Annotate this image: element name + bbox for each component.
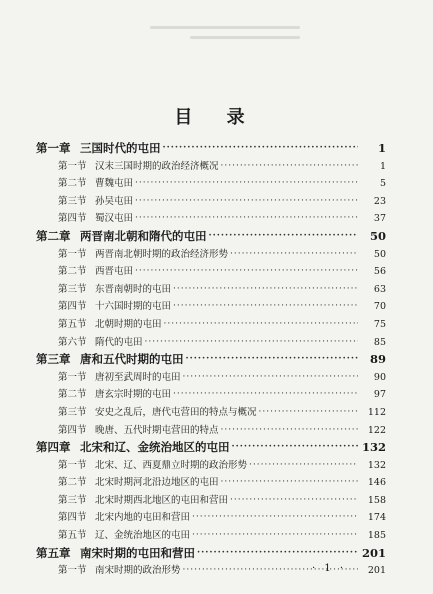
entry-title: 十六国时期的屯田 [95, 301, 172, 313]
entry-number: 第五章 [36, 545, 71, 560]
entry-title: 西晋屯田 [95, 266, 134, 278]
dot-leader [183, 369, 358, 387]
dot-leader [173, 298, 358, 316]
dot-leader [221, 474, 358, 492]
entry-title: 北宋、辽、西夏鼎立时期的政治形势 [95, 459, 248, 471]
entry-number: 第三章 [36, 352, 71, 367]
entry-title: 蜀汉屯田 [95, 213, 134, 225]
section-entry [36, 246, 386, 264]
entry-number: 第二章 [36, 228, 71, 243]
entry-title: 北宋内地的屯田和营田 [95, 512, 191, 524]
entry-page-number: 1 [379, 160, 386, 172]
dot-leader [221, 158, 358, 176]
entry-page-number: 201 [367, 565, 386, 577]
dot-leader [173, 281, 358, 299]
entry-number: 第三节 [58, 494, 87, 506]
entry-title: 孙吴屯田 [95, 195, 134, 207]
chapter-entry [36, 545, 386, 563]
entry-number: 第二节 [58, 266, 87, 278]
entry-page-number: 112 [367, 406, 386, 418]
section-entry [36, 193, 386, 211]
entry-number: 第四节 [58, 301, 87, 313]
entry-page-number: 185 [367, 530, 386, 542]
entry-number: 第四节 [58, 213, 87, 225]
chapter-entry [36, 439, 386, 457]
entry-title: 北朝时期的屯田 [95, 318, 162, 330]
page-title: 目 录 [174, 107, 259, 128]
section-entry [36, 386, 386, 404]
entry-page-number: 122 [367, 424, 386, 436]
entry-number: 第四节 [58, 512, 87, 524]
entry-number: 第三节 [58, 283, 87, 295]
entry-number: 第二节 [58, 389, 87, 401]
entry-number: 第一节 [58, 160, 87, 172]
entry-number: 第一节 [58, 248, 87, 260]
entry-page-number: 56 [373, 266, 386, 278]
entry-page-number: 132 [361, 440, 386, 455]
entry-page-number: 50 [373, 248, 386, 260]
section-entry [36, 422, 386, 440]
dot-leader [186, 351, 359, 369]
dot-leader [249, 457, 358, 475]
section-entry [36, 369, 386, 387]
entry-title: 北宋和辽、金统治地区的屯田 [80, 440, 230, 455]
dot-leader [145, 334, 358, 352]
dot-leader [164, 316, 358, 334]
section-entry [36, 527, 386, 545]
scan-smudge [150, 26, 300, 29]
dot-leader [197, 545, 358, 563]
entry-page-number: 89 [369, 352, 386, 367]
entry-page-number: 1 [377, 141, 386, 155]
chapter-entry [36, 228, 386, 246]
chapter-entry [36, 140, 386, 158]
entry-title: 唐玄宗时期的屯田 [95, 389, 172, 401]
dot-leader [230, 246, 358, 264]
entry-page-number: 174 [367, 512, 386, 524]
entry-page-number: 50 [369, 228, 386, 243]
page-number-footer: · 1 · [312, 563, 347, 574]
entry-page-number: 146 [367, 477, 386, 489]
section-entry [36, 298, 386, 316]
entry-page-number: 75 [373, 318, 386, 330]
dot-leader [163, 140, 359, 158]
dot-leader [173, 386, 358, 404]
section-entry [36, 334, 386, 352]
dot-leader [192, 527, 358, 545]
entry-number: 第六节 [58, 336, 87, 348]
entry-title: 晚唐、五代时期屯营田的特点 [95, 424, 219, 436]
entry-title: 两晋南北朝和隋代的屯田 [80, 228, 207, 243]
section-entry [36, 316, 386, 334]
entry-number: 第四章 [36, 440, 71, 455]
entry-title: 安史之乱后，唐代屯营田的特点与概况 [95, 406, 257, 418]
entry-page-number: 23 [373, 195, 386, 207]
entry-title: 两晋南北朝时期的政治经济形势 [95, 248, 229, 260]
entry-number: 第一节 [58, 459, 87, 471]
section-entry [36, 158, 386, 176]
chapter-entry [36, 351, 386, 369]
section-entry [36, 492, 386, 510]
entry-title: 北宋时期河北沿边地区的屯田 [95, 477, 219, 489]
entry-number: 第一节 [58, 565, 87, 577]
dot-leader [135, 210, 358, 228]
entry-title: 隋代的屯田 [95, 336, 143, 348]
entry-page-number: 63 [373, 283, 386, 295]
entry-page-number: 5 [379, 178, 386, 190]
section-entry [36, 457, 386, 475]
entry-number: 第四节 [58, 424, 87, 436]
entry-title: 南宋时期的政治形势 [95, 565, 181, 577]
entry-title: 辽、金统治地区的屯田 [95, 530, 191, 542]
entry-title: 东晋南朝时的屯田 [95, 283, 172, 295]
section-entry [36, 404, 386, 422]
entry-title: 北宋时期西北地区的屯田和营田 [95, 494, 229, 506]
entry-title: 唐初至武周时的屯田 [95, 371, 181, 383]
section-entry [36, 281, 386, 299]
entry-page-number: 90 [373, 371, 386, 383]
entry-page-number: 97 [373, 389, 386, 401]
dot-leader [209, 228, 359, 246]
section-entry [36, 175, 386, 193]
entry-number: 第五节 [58, 318, 87, 330]
entry-title: 汉末三国时期的政治经济概况 [95, 160, 219, 172]
entry-number: 第二节 [58, 178, 87, 190]
scan-smudge [190, 36, 300, 39]
entry-number: 第一章 [36, 141, 71, 155]
section-entry [36, 474, 386, 492]
entry-number: 第五节 [58, 530, 87, 542]
table-of-contents [36, 140, 386, 580]
entry-title: 三国时代的屯田 [80, 141, 161, 155]
section-entry [36, 509, 386, 527]
dot-leader [221, 422, 358, 440]
section-entry [36, 263, 386, 281]
dot-leader [135, 263, 358, 281]
entry-number: 第二节 [58, 477, 87, 489]
dot-leader [135, 193, 358, 211]
dot-leader [232, 439, 359, 457]
dot-leader [259, 404, 358, 422]
section-entry [36, 210, 386, 228]
entry-number: 第三节 [58, 406, 87, 418]
dot-leader [192, 509, 358, 527]
entry-page-number: 70 [373, 301, 386, 313]
entry-page-number: 85 [373, 336, 386, 348]
entry-page-number: 201 [361, 545, 386, 560]
entry-title: 曹魏屯田 [95, 178, 134, 190]
entry-number: 第一节 [58, 371, 87, 383]
entry-title: 南宋时期的屯田和营田 [80, 545, 195, 560]
entry-page-number: 158 [367, 494, 386, 506]
dot-leader [230, 492, 358, 510]
entry-number: 第三节 [58, 195, 87, 207]
entry-title: 唐和五代时期的屯田 [80, 352, 184, 367]
entry-page-number: 37 [373, 213, 386, 225]
entry-page-number: 132 [367, 459, 386, 471]
dot-leader [135, 175, 358, 193]
